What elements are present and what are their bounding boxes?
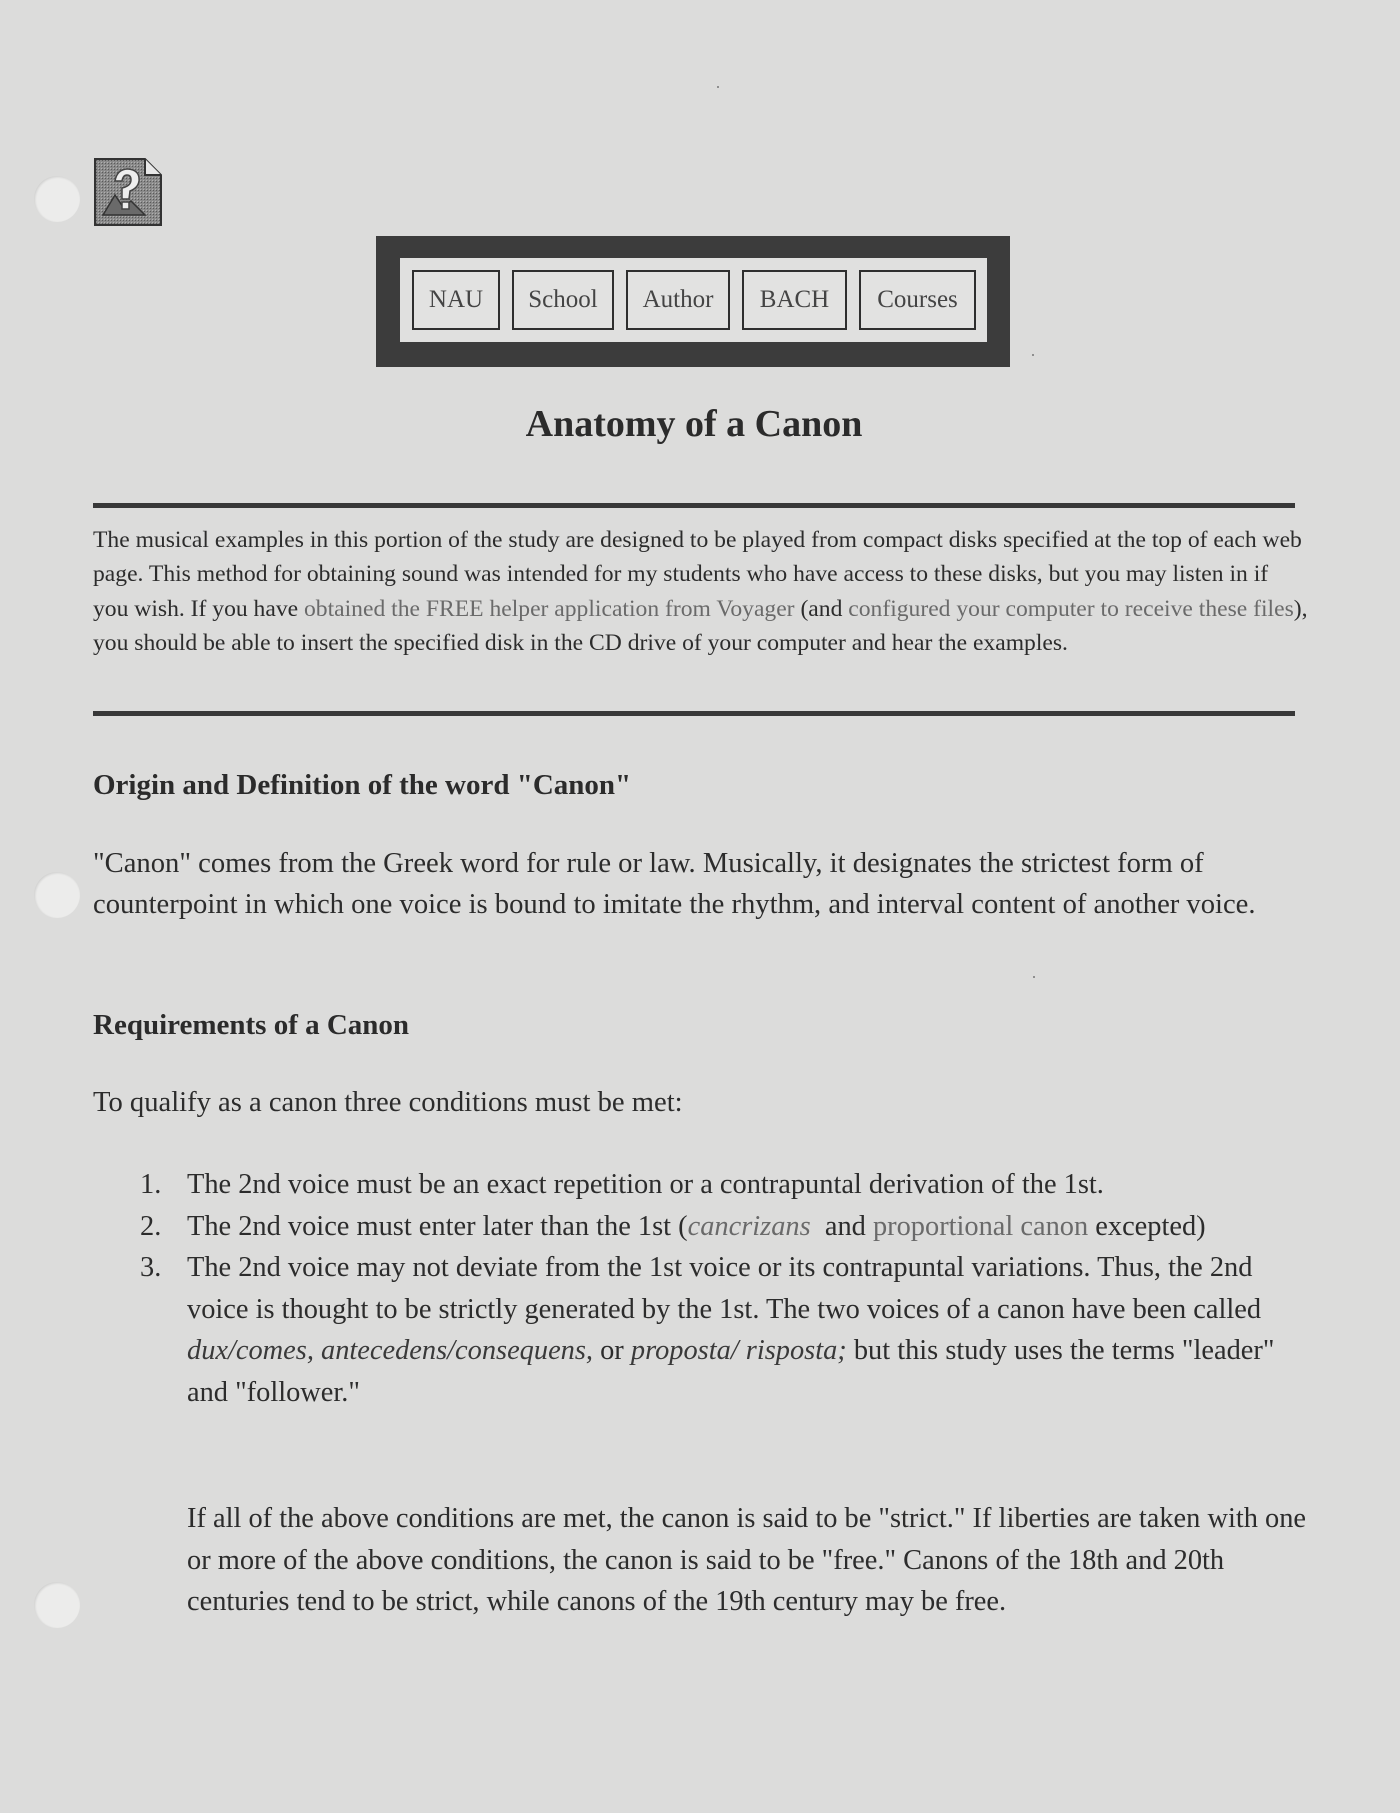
nav-button-bach[interactable]: BACH xyxy=(742,270,847,330)
helper-application-link[interactable]: obtained the FREE helper application from Voyager xyxy=(304,595,795,622)
punch-hole xyxy=(34,176,80,222)
list-number: 2. xyxy=(140,1210,162,1242)
divider xyxy=(93,503,1295,508)
speck xyxy=(717,86,719,88)
intro-text: (and xyxy=(794,595,849,622)
list-item-text: excepted) xyxy=(1088,1210,1206,1242)
list-item-text: but this study uses the terms "leader" and "follower." xyxy=(187,1335,1275,1408)
section-heading-requirements: Requirements of a Canon xyxy=(93,1009,410,1041)
nav-button-author[interactable]: Author xyxy=(626,270,730,330)
list-item-text: and xyxy=(810,1210,873,1242)
nav-button-school[interactable]: School xyxy=(512,270,614,330)
nav-button-courses[interactable]: Courses xyxy=(859,270,976,330)
speck xyxy=(1032,354,1034,356)
proportional-canon-link[interactable]: proportional canon xyxy=(872,1210,1089,1242)
list-item xyxy=(140,1247,1320,1413)
section-heading-origin: Origin and Definition of the word "Canon" xyxy=(93,769,632,801)
divider xyxy=(93,711,1295,716)
list-item-text: The 2nd voice may not deviate from the 1st voice or its contrapuntal variations. Thus, the 2nd voice is thought to be strictly generated by the 1st. The two voices of a canon have been called xyxy=(187,1252,1262,1325)
list-number: 1. xyxy=(140,1169,162,1200)
intro-paragraph xyxy=(93,523,1308,660)
nav-button-nau[interactable]: NAU xyxy=(412,270,500,330)
nav-inner xyxy=(400,258,987,342)
intro-text: The musical examples in this portion of the study are designed to be played from compact disks specified at the top of each web page. This method for obtaining sound was intended for my students who have access to these disks, but you may listen in if you wish. If you have xyxy=(93,527,1302,622)
list-item xyxy=(140,1164,1320,1206)
list-item-text: The 2nd voice must enter later than the 1st ( xyxy=(187,1210,688,1242)
list-item-text: The 2nd voice must be an exact repetition or a contrapuntal derivation of the 1st. xyxy=(187,1169,1104,1200)
configure-computer-link[interactable]: configured your computer to receive these files xyxy=(848,595,1294,622)
requirements-list xyxy=(140,1164,1320,1413)
list-item-text: or xyxy=(593,1335,631,1366)
punch-hole xyxy=(34,1582,80,1628)
broken-image-question-icon xyxy=(93,157,163,227)
list-item xyxy=(140,1206,1320,1248)
intro-text: ), you should be able to insert the specified disk in the CD drive of your computer and hear the examples. xyxy=(93,595,1308,656)
italic-term: cancrizans xyxy=(687,1210,811,1242)
closing-paragraph: If all of the above conditions are met, the canon is said to be "strict." If liberties are taken with one or more of the above conditions, the canon is said to be "free." Canons of the 18th and 20th centuries tend to be strict, while canons of the 19th century may be free. xyxy=(187,1503,1307,1617)
list-number: 3. xyxy=(140,1252,162,1283)
speck xyxy=(1033,976,1035,978)
nav-bar xyxy=(376,236,1010,367)
punch-hole xyxy=(34,872,80,918)
origin-paragraph: "Canon" comes from the Greek word for rule or law. Musically, it designates the strictest form of counterpoint in which one voice is bound to imitate the rhythm, and interval content of another voice. xyxy=(93,848,1256,921)
requirements-intro: To qualify as a canon three conditions must be met: xyxy=(93,1087,683,1118)
italic-term: dux/comes, antecedens/consequens, xyxy=(187,1335,594,1366)
italic-term: proposta/ risposta; xyxy=(630,1335,847,1366)
page-title: Anatomy of a Canon xyxy=(525,403,863,445)
